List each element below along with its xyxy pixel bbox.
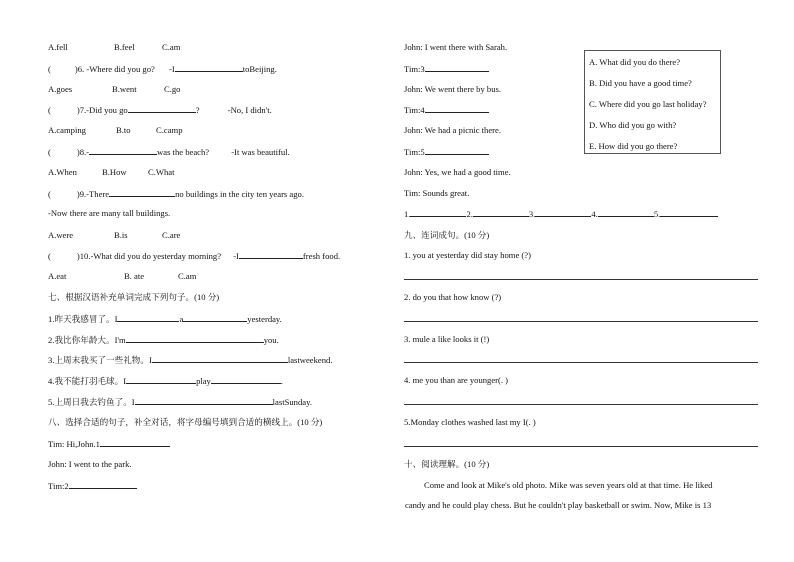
sec9-answer-line-2[interactable]: [404, 321, 758, 322]
q9-blank[interactable]: [109, 188, 175, 197]
dialog-john-2: John: I went there with Sarah.: [404, 42, 508, 52]
answer-blank-2[interactable]: [473, 208, 529, 217]
q10-question: ( )10.-What did you do yesterday morning? -I fresh food.: [48, 251, 341, 261]
option-e: E. How did you go there?: [589, 141, 678, 151]
dialog-john-3: John: We went there by bus.: [404, 84, 502, 94]
sec9-item-5: 5.Monday clothes washed last my I(. ): [404, 417, 536, 427]
q6-options: A.goes B.went C.go: [48, 84, 181, 94]
sec7-blank[interactable]: [211, 375, 281, 384]
sec7-sentence-2: 2.我比你年龄大。I'm you.: [48, 335, 279, 345]
reading-line-2: candy and he could play chess. But he couldn't play basketball or swim. Now, Mike is 13: [405, 500, 712, 510]
sec7-sentence-3: 3.上周末我买了一些礼物。I lastweekend.: [48, 355, 333, 365]
dialog-blank[interactable]: [425, 104, 489, 113]
q9-question: ( )9.-There no buildings in the city ten years ago.: [48, 189, 304, 199]
option-d: D. Who did you go with?: [589, 120, 677, 130]
reading-line-1: Come and look at Mike's old photo. Mike was seven years old at that time. He liked: [424, 480, 713, 490]
dialog-blank[interactable]: [425, 63, 489, 72]
sec9-answer-line-3[interactable]: [404, 362, 758, 363]
dialog-tim-2: Tim:2: [48, 480, 137, 491]
sec9-item-1: 1. you at yesterday did stay home (?): [404, 250, 531, 260]
dialog-blank[interactable]: [100, 438, 170, 447]
q10-blank[interactable]: [239, 250, 303, 259]
q5-options: [48, 42, 181, 52]
q6-blank[interactable]: [175, 63, 243, 72]
sec9-answer-line-5[interactable]: [404, 446, 758, 447]
sec9-item-4: 4. me you than are younger(. ): [404, 375, 509, 385]
answer-blank-5[interactable]: [660, 208, 718, 217]
sec9-answer-line-4[interactable]: [404, 404, 758, 405]
section-9-title: 九、连词成句。(10 分): [404, 230, 490, 240]
answer-blank-4[interactable]: [598, 208, 654, 217]
q5-option-a: A.fell: [48, 42, 68, 52]
q6-question: ( )6. -Where did you go? -I toBeijing.: [48, 64, 277, 74]
dialog-tim-1: Tim: Hi,John.1: [48, 438, 170, 449]
section-7-title: 七、根据汉语补充单词完成下列句子。(10 分): [48, 292, 220, 302]
q8-question: ( )8.- was the beach? -It was beautiful.: [48, 147, 290, 157]
q9-line2: -Now there are many tall buildings.: [48, 208, 171, 218]
q8-options: A.When B.How C.What: [48, 167, 175, 177]
q10-options: A.eat B. ate C.am: [48, 271, 197, 281]
option-c: C. Where did you go last holiday?: [589, 99, 707, 109]
answer-row: 1. 2. 3. 4. 5.: [404, 208, 718, 219]
answer-blank-1[interactable]: [410, 208, 466, 217]
sec7-sentence-1: 1.昨天我感冒了。I a yesterday.: [48, 314, 282, 324]
section-8-title: 八、选择合适的句子，补全对话，将字母编号填到合适的横线上。(10 分): [48, 417, 323, 427]
sec7-sentence-5: 5.上周日我去钓鱼了。I lastSunday.: [48, 397, 312, 407]
sec7-blank[interactable]: [117, 313, 179, 322]
sec7-blank[interactable]: [126, 334, 264, 343]
sec7-blank[interactable]: [183, 313, 247, 322]
q9-options: A.were B.is C.are: [48, 230, 181, 240]
option-a: A. What did you do there?: [589, 57, 681, 67]
dialog-tim-6: Tim: Sounds great.: [404, 188, 470, 198]
dialog-john-4: John: We had a picnic there.: [404, 125, 501, 135]
dialog-tim-4: Tim:4: [404, 104, 489, 115]
q7-options: A.camping B.to C.camp: [48, 125, 183, 135]
dialog-blank[interactable]: [69, 480, 137, 489]
sec7-sentence-4: 4.我不能打羽毛球。I play .: [48, 376, 284, 386]
sec7-blank[interactable]: [126, 375, 196, 384]
dialog-john-1: John: I went to the park.: [48, 459, 132, 469]
sec9-item-2: 2. do you that how know (?): [404, 292, 502, 302]
sec9-answer-line-1[interactable]: [404, 279, 758, 280]
q8-blank[interactable]: [89, 146, 157, 155]
sec7-blank[interactable]: [152, 354, 288, 363]
dialog-john-5: John: Yes, we had a good time.: [404, 167, 511, 177]
q7-blank[interactable]: [128, 104, 196, 113]
options-box: [584, 50, 721, 154]
dialog-tim-5: Tim:5: [404, 146, 489, 157]
option-b: B. Did you have a good time?: [589, 78, 692, 88]
dialog-tim-3: Tim:3: [404, 63, 489, 74]
dialog-blank[interactable]: [425, 146, 489, 155]
sec9-item-3: 3. mule a like looks it (!): [404, 334, 490, 344]
sec7-blank[interactable]: [135, 396, 273, 405]
answer-blank-3[interactable]: [535, 208, 591, 217]
q5-option-c: C.am: [162, 42, 181, 52]
q7-question: ( )7.-Did you go ? -No, I didn't.: [48, 105, 272, 115]
q5-option-b: B.feel: [114, 42, 135, 52]
section-10-title: 十、阅读理解。(10 分): [404, 459, 490, 469]
